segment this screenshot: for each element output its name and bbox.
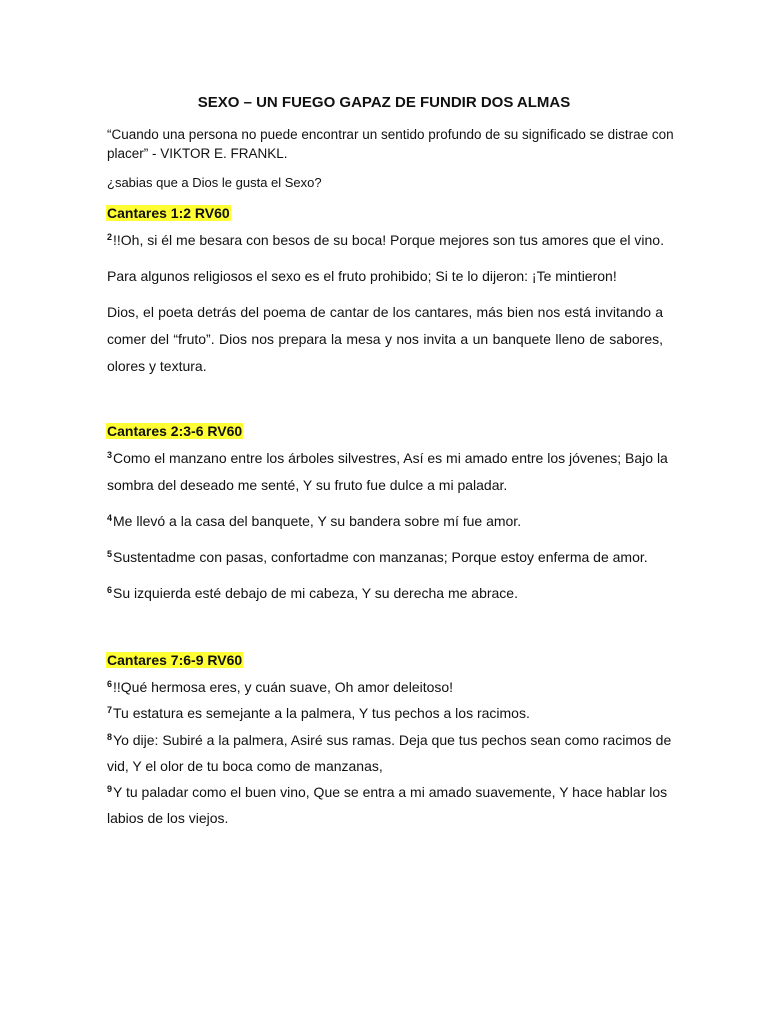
page-title: SEXO – UN FUEGO GAPAZ DE FUNDIR DOS ALMAS <box>197 94 571 111</box>
verse-text: !!Oh, si él me besara con besos de su boca! Porque mejores son tus amores que el vino. <box>113 232 664 248</box>
verse-number: 6 <box>107 679 113 689</box>
paragraph-2-line-2: comer del “fruto”. Dios nos prepara la mesa y nos invita a un banquete lleno de sabores, <box>107 331 663 347</box>
section-3-heading <box>106 651 662 669</box>
verse-number: 3 <box>107 450 113 460</box>
verse-2-3-line-1 <box>107 449 668 467</box>
verse-text: Yo dije: Subiré a la palmera, Asiré sus ramas. Deja que tus pechos sean como racimos de <box>113 732 672 748</box>
verse-1-2 <box>107 231 663 249</box>
verse-number: 2 <box>107 232 113 242</box>
verse-2-6 <box>107 584 663 602</box>
section-2-heading <box>106 422 662 440</box>
paragraph-2-line-3: olores y textura. <box>107 358 207 374</box>
verse-2-3-line-2: sombra del deseado me senté, Y su fruto fue dulce a mi paladar. <box>107 477 508 493</box>
section-3-heading-highlight: Cantares 7:6-9 RV60 <box>107 652 243 668</box>
paragraph-2-line-1: Dios, el poeta detrás del poema de cantar de los cantares, más bien nos está invitando a <box>107 304 663 320</box>
verse-7-9-line-1 <box>107 783 668 801</box>
section-1-heading-highlight: Cantares 1:2 RV60 <box>107 205 230 221</box>
verse-number: 7 <box>107 705 113 715</box>
verse-text: Tu estatura es semejante a la palmera, Y tus pechos a los racimos. <box>113 705 530 721</box>
verse-7-8-line-1 <box>107 731 672 749</box>
question-text: ¿sabias que a Dios le gusta el Sexo? <box>107 175 322 190</box>
verse-number: 9 <box>107 784 113 794</box>
verse-number: 4 <box>107 513 113 523</box>
verse-text: Como el manzano entre los árboles silvestres, Así es mi amado entre los jóvenes; Bajo la <box>113 450 668 466</box>
verse-number: 5 <box>107 549 113 559</box>
verse-7-7 <box>107 704 663 722</box>
verse-text: Me llevó a la casa del banquete, Y su bandera sobre mí fue amor. <box>113 513 522 529</box>
verse-text: Sustentadme con pasas, confortadme con manzanas; Porque estoy enferma de amor. <box>113 549 648 565</box>
verse-2-5 <box>107 548 663 566</box>
verse-number: 8 <box>107 732 113 742</box>
verse-7-8-line-2: vid, Y el olor de tu boca como de manzanas, <box>107 758 383 774</box>
section-2-heading-highlight: Cantares 2:3-6 RV60 <box>107 423 243 439</box>
verse-7-6 <box>107 678 663 696</box>
verse-2-4 <box>107 512 663 530</box>
section-1-heading <box>106 204 662 222</box>
epigraph-line-2: placer” - VIKTOR E. FRANKL. <box>107 146 288 161</box>
verse-text: Y tu paladar como el buen vino, Que se entra a mi amado suavemente, Y hace hablar los <box>113 784 668 800</box>
epigraph-line-1: “Cuando una persona no puede encontrar un sentido profundo de su significado se distrae con <box>107 127 674 142</box>
verse-text: Su izquierda esté debajo de mi cabeza, Y su derecha me abrace. <box>113 585 518 601</box>
paragraph-1: Para algunos religiosos el sexo es el fruto prohibido; Si te lo dijeron: ¡Te mintieron! <box>107 268 617 284</box>
verse-text: !!Qué hermosa eres, y cuán suave, Oh amor deleitoso! <box>113 679 454 695</box>
verse-number: 6 <box>107 585 113 595</box>
verse-7-9-line-2: labios de los viejos. <box>107 810 229 826</box>
